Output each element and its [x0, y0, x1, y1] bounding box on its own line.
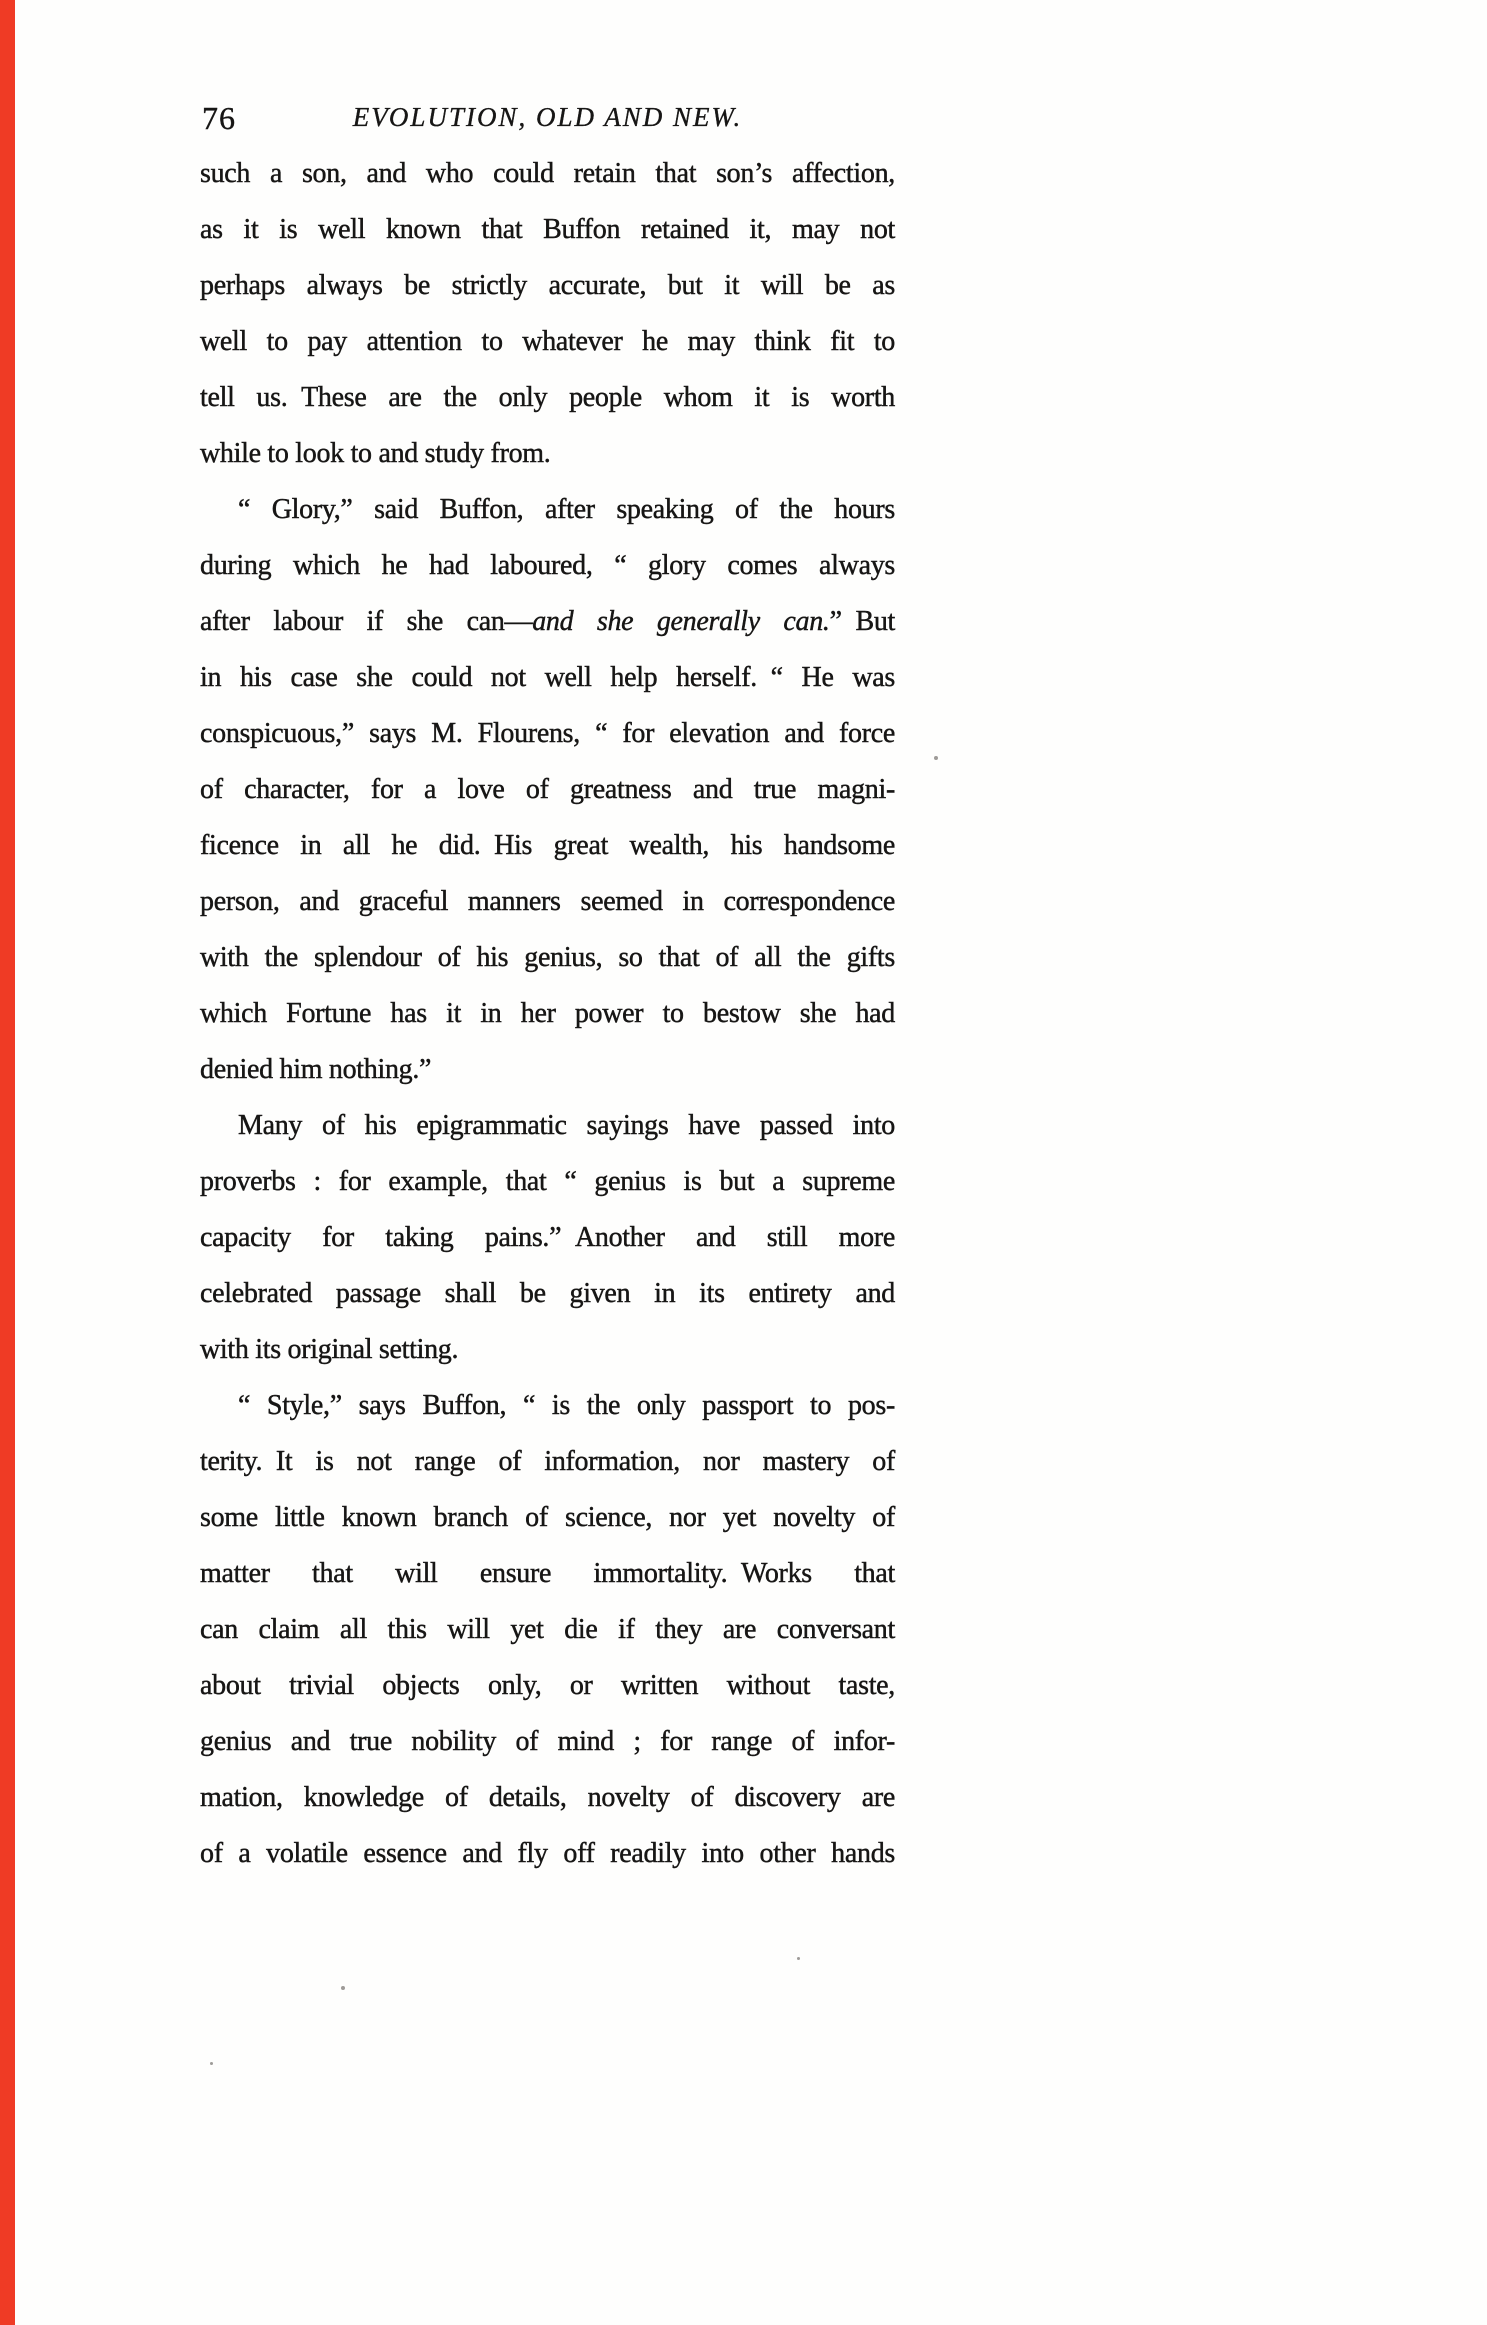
page-header	[200, 96, 895, 146]
text-line	[200, 258, 895, 314]
scan-speck	[934, 756, 938, 760]
text-segment: matter that will ensure immortality. Works that	[200, 1558, 895, 1589]
text-segment: ” But	[829, 606, 896, 637]
text-segment: “ Style,” says Buffon, “ is the only passport to pos-	[238, 1390, 895, 1421]
text-segment: denied him nothing.”	[200, 1054, 432, 1085]
text-block	[200, 146, 895, 1882]
text-segment: of character, for a love of greatness and true magni-	[200, 774, 895, 805]
text-line	[200, 370, 895, 426]
text-line	[200, 1322, 895, 1378]
scan-speck	[210, 2062, 213, 2065]
text-line	[200, 706, 895, 762]
text-line	[200, 1770, 895, 1826]
running-title: EVOLUTION, OLD AND NEW.	[352, 102, 743, 132]
scan-edge-strip	[0, 0, 15, 2325]
text-segment: can claim all this will yet die if they are conversant	[200, 1614, 895, 1645]
text-segment: well to pay attention to whatever he may think fit to	[200, 326, 895, 357]
text-line	[200, 1826, 895, 1882]
text-segment: person, and graceful manners seemed in correspondence	[200, 886, 895, 917]
text-line	[200, 1098, 895, 1154]
text-line	[200, 1266, 895, 1322]
text-line	[200, 482, 895, 538]
text-line	[200, 930, 895, 986]
text-segment: terity. It is not range of information, nor mastery of	[200, 1446, 895, 1477]
text-segment: capacity for taking pains.” Another and still more	[200, 1222, 895, 1253]
text-segment: celebrated passage shall be given in its entirety and	[200, 1278, 895, 1309]
text-segment: during which he had laboured, “ glory comes always	[200, 550, 895, 581]
text-line	[200, 594, 895, 650]
scan-speck	[341, 1986, 345, 1990]
text-segment: ficence in all he did. His great wealth, his handsome	[200, 830, 895, 861]
text-segment: perhaps always be strictly accurate, but it will be as	[200, 270, 895, 301]
text-line	[200, 1042, 895, 1098]
text-line	[200, 1490, 895, 1546]
text-segment: with the splendour of his genius, so that of all the gifts	[200, 942, 895, 973]
page-number: 76	[202, 100, 236, 136]
text-line	[200, 538, 895, 594]
text-segment: conspicuous,” says M. Flourens, “ for elevation and force	[200, 718, 895, 749]
text-segment: Many of his epigrammatic sayings have passed into	[238, 1110, 895, 1141]
text-segment: tell us. These are the only people whom it is worth	[200, 382, 895, 413]
text-line	[200, 1154, 895, 1210]
text-segment: with its original setting.	[200, 1334, 459, 1365]
text-segment: in his case she could not well help herself. “ He was	[200, 662, 895, 693]
text-line	[200, 1658, 895, 1714]
text-line	[200, 1378, 895, 1434]
text-line	[200, 650, 895, 706]
text-line	[200, 986, 895, 1042]
text-line	[200, 874, 895, 930]
text-line	[200, 1434, 895, 1490]
text-line	[200, 1210, 895, 1266]
text-line	[200, 426, 895, 482]
text-segment: some little known branch of science, nor yet novelty of	[200, 1502, 895, 1533]
text-line	[200, 1602, 895, 1658]
text-segment: of a volatile essence and fly off readily into other hands	[200, 1838, 895, 1869]
text-line	[200, 202, 895, 258]
text-segment: as it is well known that Buffon retained it, may not	[200, 214, 895, 245]
text-segment: while to look to and study from.	[200, 438, 551, 469]
text-line	[200, 762, 895, 818]
scan-speck	[797, 1957, 800, 1960]
text-line	[200, 1546, 895, 1602]
text-line	[200, 818, 895, 874]
text-line	[200, 146, 895, 202]
text-segment: proverbs : for example, that “ genius is but a supreme	[200, 1166, 895, 1197]
text-segment: mation, knowledge of details, novelty of discovery are	[200, 1782, 895, 1813]
italic-text-segment: and she generally can.	[532, 606, 830, 637]
text-segment: after labour if she can—	[200, 606, 533, 637]
text-segment: “ Glory,” said Buffon, after speaking of the hours	[238, 494, 895, 525]
text-line	[200, 314, 895, 370]
text-segment: which Fortune has it in her power to bestow she had	[200, 998, 895, 1029]
text-line	[200, 1714, 895, 1770]
text-segment: such a son, and who could retain that son’s affection,	[200, 158, 895, 189]
text-segment: about trivial objects only, or written without taste,	[200, 1670, 895, 1701]
text-segment: genius and true nobility of mind ; for range of infor-	[200, 1726, 895, 1757]
